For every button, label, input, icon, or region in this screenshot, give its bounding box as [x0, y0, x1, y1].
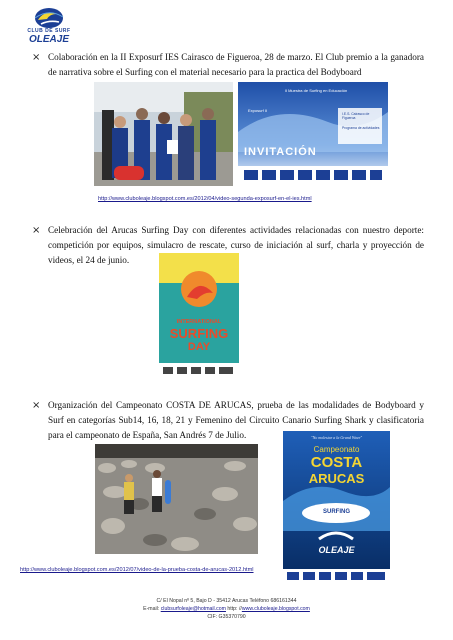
poster-2-line-2: SURFING — [169, 326, 229, 341]
surfing-day-poster — [159, 253, 239, 378]
surfer-wave-icon — [14, 6, 84, 30]
footer-email-label: E-mail: — [143, 606, 161, 612]
poster-3-badge: SURFING — [323, 509, 350, 515]
logo-club-text: CLUB DE SURF — [27, 28, 71, 34]
poster-3-tagline: "No molestar a la Grand Wave" — [310, 435, 363, 440]
poster-1-line-1: II Muestra de Surfing en Educación — [284, 88, 348, 93]
poster-1-line-4: Programa de actividades — [342, 126, 380, 130]
bullet-2: × — [32, 225, 41, 236]
poster-3-line-1: Campeonato — [313, 445, 360, 454]
poster-2-line-3: DAY — [187, 341, 211, 353]
poster-2-line-1: INTERNATIONAL — [176, 319, 222, 325]
footer-web-label: http: // — [227, 606, 242, 612]
poster-1-line-3: I.E.S. Cairasco de Figueroa — [342, 112, 370, 120]
link-exposurf-video[interactable]: http://www.cluboleaje.blogspot.com.es/2012/04/video-segunda-exposurf-en-el-ies.html — [98, 196, 312, 202]
poster-1-title: INVITACIÓN — [244, 146, 317, 158]
footer-email-link[interactable]: clubsurfoleaje@hotmail.com — [160, 606, 226, 612]
section-3-text: Organización del Campeonato COSTA DE ARUCAS, prueba de las modalidades de Bodyboard y Surf en categorías Sub14, 16, 18, 21 y Femenino del Circuito Canario Surfing Shark y clasificatoria para el campeonato de España, San Andrés 7 de Julio. — [48, 400, 424, 440]
footer-contact — [0, 605, 453, 613]
bullet-3: × — [32, 400, 41, 411]
section-1-text: Colaboración en la II Exposurf IES Cairasco de Figueroa, 28 de marzo. El Club premio a la ganadora de narrativa sobre el Surfing con el material necesario para la practica del Bodyboard — [48, 52, 424, 77]
poster-3-brand: OLEAJE — [318, 545, 355, 555]
poster-1-line-2: Exposurf II — [248, 108, 268, 113]
photo-surfers-rocks — [95, 444, 258, 554]
poster-3-line-2: COSTA — [310, 454, 363, 471]
logo-name-text: OLEAJE — [28, 34, 69, 45]
club-logo — [14, 6, 84, 46]
costa-arucas-poster — [283, 431, 390, 583]
exposurf-invitation-poster — [238, 82, 388, 186]
footer-address: C/ El Nopal nº 5, Bajo D - 35412 Arucas Teléfono 686161344 — [156, 598, 297, 604]
section-2-text: Celebración del Arucas Surfing Day con diferentes actividades relacionadas con nuestro deporte: competición por equipos, simulacro de rescate, curso de iniciación al surf, charla y proyección de videos, el 24 de junio. — [48, 225, 424, 265]
footer-web-link[interactable]: www.cluboleaje.blogspot.com — [241, 606, 310, 612]
bullet-1: × — [32, 52, 41, 63]
footer — [0, 597, 453, 621]
poster-3-line-3: ARUCAS — [308, 471, 365, 486]
photo-exposurf-group — [94, 82, 233, 186]
footer-cif: CIF: G35370790 — [207, 614, 246, 620]
link-costa-arucas-video[interactable]: http://www.cluboleaje.blogspot.com.es/2012/07/video-de-la-prueba-costa-de-arucas-2012.html — [20, 567, 254, 573]
